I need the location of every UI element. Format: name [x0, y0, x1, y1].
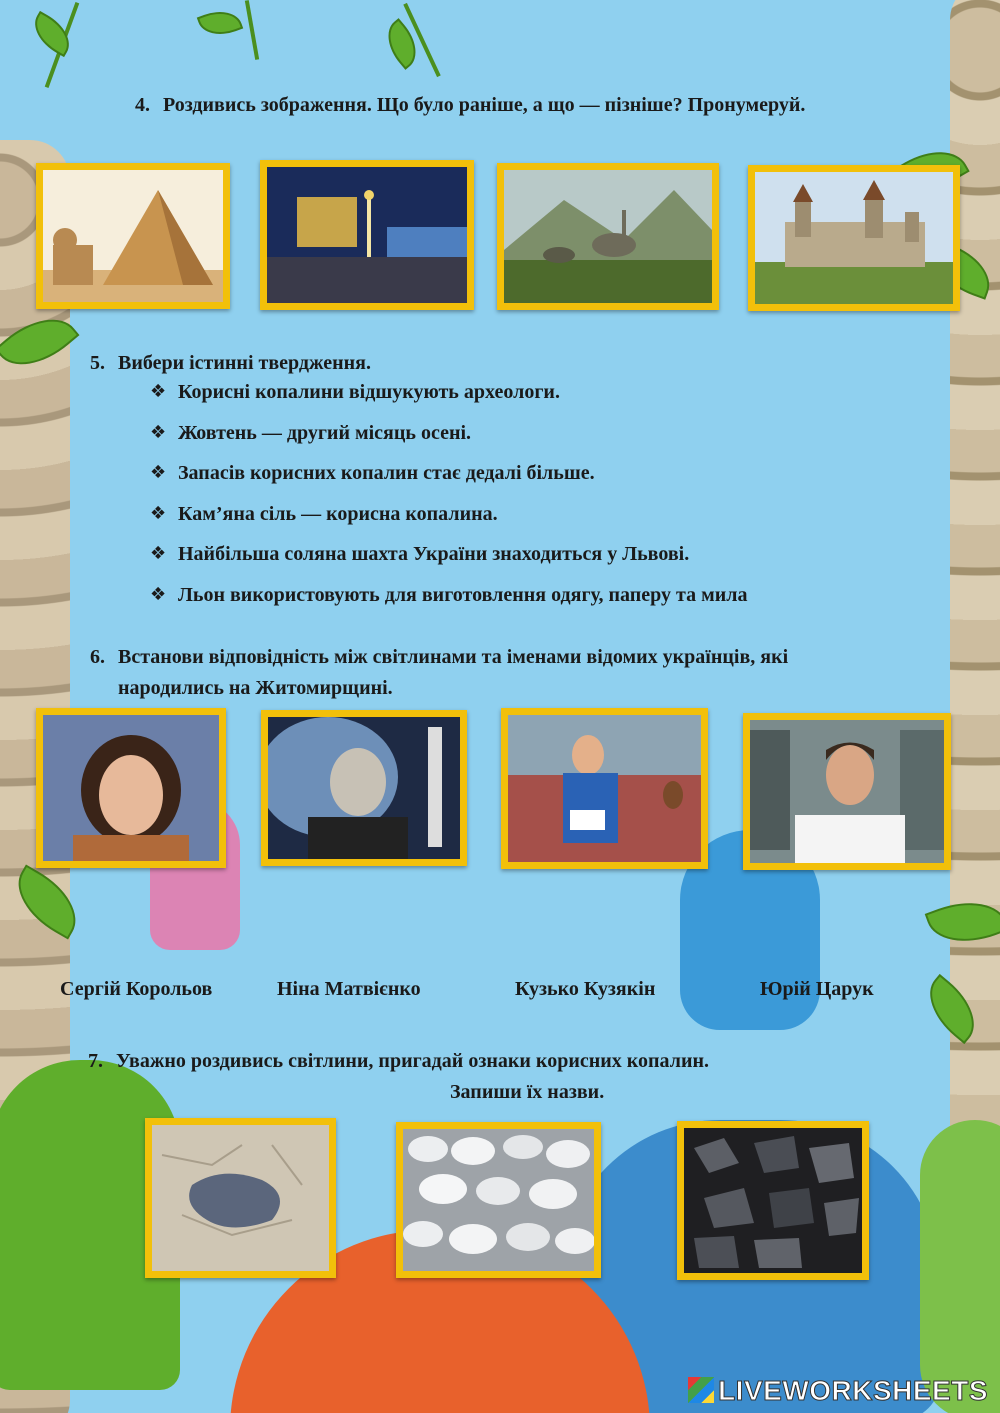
- statement-item[interactable]: [150, 503, 747, 544]
- statement-text: Запасів корисних копалин стає дедалі більше.: [178, 462, 595, 484]
- question-text-line-2: народились на Житомирщині.: [118, 677, 393, 699]
- diamond-bullet-icon: ❖: [150, 462, 167, 483]
- leaf-decoration: [197, 4, 243, 42]
- question-number: 5.: [90, 352, 105, 374]
- question-5-title: [90, 352, 371, 375]
- statement-item[interactable]: [150, 584, 747, 625]
- statement-text: Найбільша соляна шахта України знаходиться у Львові.: [178, 543, 690, 565]
- name-label[interactable]: Сергій Корольов: [60, 978, 213, 1000]
- question-number: 7.: [88, 1050, 103, 1072]
- question-6-title: [90, 642, 940, 704]
- kamianets-castle-photo[interactable]: [748, 165, 960, 311]
- question-number: 4.: [135, 94, 150, 116]
- statement-text: Жовтень — другий місяць осені.: [178, 421, 472, 444]
- statement-item[interactable]: [150, 422, 747, 463]
- diamond-bullet-icon: ❖: [150, 502, 167, 524]
- statement-text: Корисні копалини відшукують археологи.: [178, 381, 560, 403]
- statement-text: Кам’яна сіль — корисна копалина.: [178, 502, 498, 525]
- question-7-subtitle: Запиши їх назви.: [450, 1081, 605, 1103]
- statement-item[interactable]: [150, 543, 747, 584]
- portrait-photo-runner[interactable]: [501, 708, 708, 869]
- portrait-photo-man-rocket[interactable]: [261, 710, 467, 866]
- diamond-bullet-icon: ❖: [150, 543, 167, 564]
- name-label[interactable]: Ніна Матвієнко: [277, 978, 421, 1000]
- diamond-bullet-icon: ❖: [150, 421, 167, 443]
- kyiv-maidan-night-photo[interactable]: [260, 160, 474, 310]
- pyramids-sphinx-photo[interactable]: [36, 163, 230, 309]
- question-7-title: [88, 1050, 709, 1073]
- coal-photo[interactable]: [677, 1121, 869, 1280]
- question-text: Роздивись зображення. Що було раніше, а що — пізніше? Пронумеруй.: [163, 94, 806, 116]
- question-number: 6.: [90, 646, 105, 668]
- leaf-decoration: [377, 18, 427, 70]
- statement-item[interactable]: [150, 462, 747, 503]
- name-label[interactable]: Юрій Царук: [760, 978, 874, 1000]
- liveworksheets-watermark: [688, 1375, 988, 1407]
- dinosaurs-landscape-photo[interactable]: [497, 163, 719, 310]
- question-text: Вибери істинні твердження.: [118, 352, 371, 374]
- statements-list: [150, 381, 747, 624]
- diamond-bullet-icon: ❖: [150, 381, 167, 402]
- question-text-line-1: Встанови відповідність між світлинами та іменами відомих українців, які: [118, 646, 789, 668]
- pebbles-photo[interactable]: [396, 1122, 601, 1278]
- watermark-text: LIVEWORKSHEETS: [718, 1375, 988, 1406]
- statement-item[interactable]: [150, 381, 747, 422]
- question-4-title: [135, 94, 805, 117]
- portrait-photo-young-man[interactable]: [743, 713, 951, 870]
- name-label[interactable]: Кузько Кузякін: [515, 978, 656, 1000]
- vine-decoration: [245, 0, 259, 60]
- diamond-bullet-icon: ❖: [150, 583, 167, 605]
- question-text-line-1: Уважно роздивись світлини, пригадай ознаки корисних копалин.: [116, 1050, 709, 1072]
- oil-on-ground-photo[interactable]: [145, 1118, 336, 1278]
- liveworksheets-logo-icon: [688, 1377, 714, 1403]
- statement-text: Льон використовують для виготовлення одягу, паперу та мила: [178, 583, 748, 606]
- green-crocodile-illustration: [920, 1120, 1000, 1413]
- portrait-photo-woman-singer[interactable]: [36, 708, 226, 868]
